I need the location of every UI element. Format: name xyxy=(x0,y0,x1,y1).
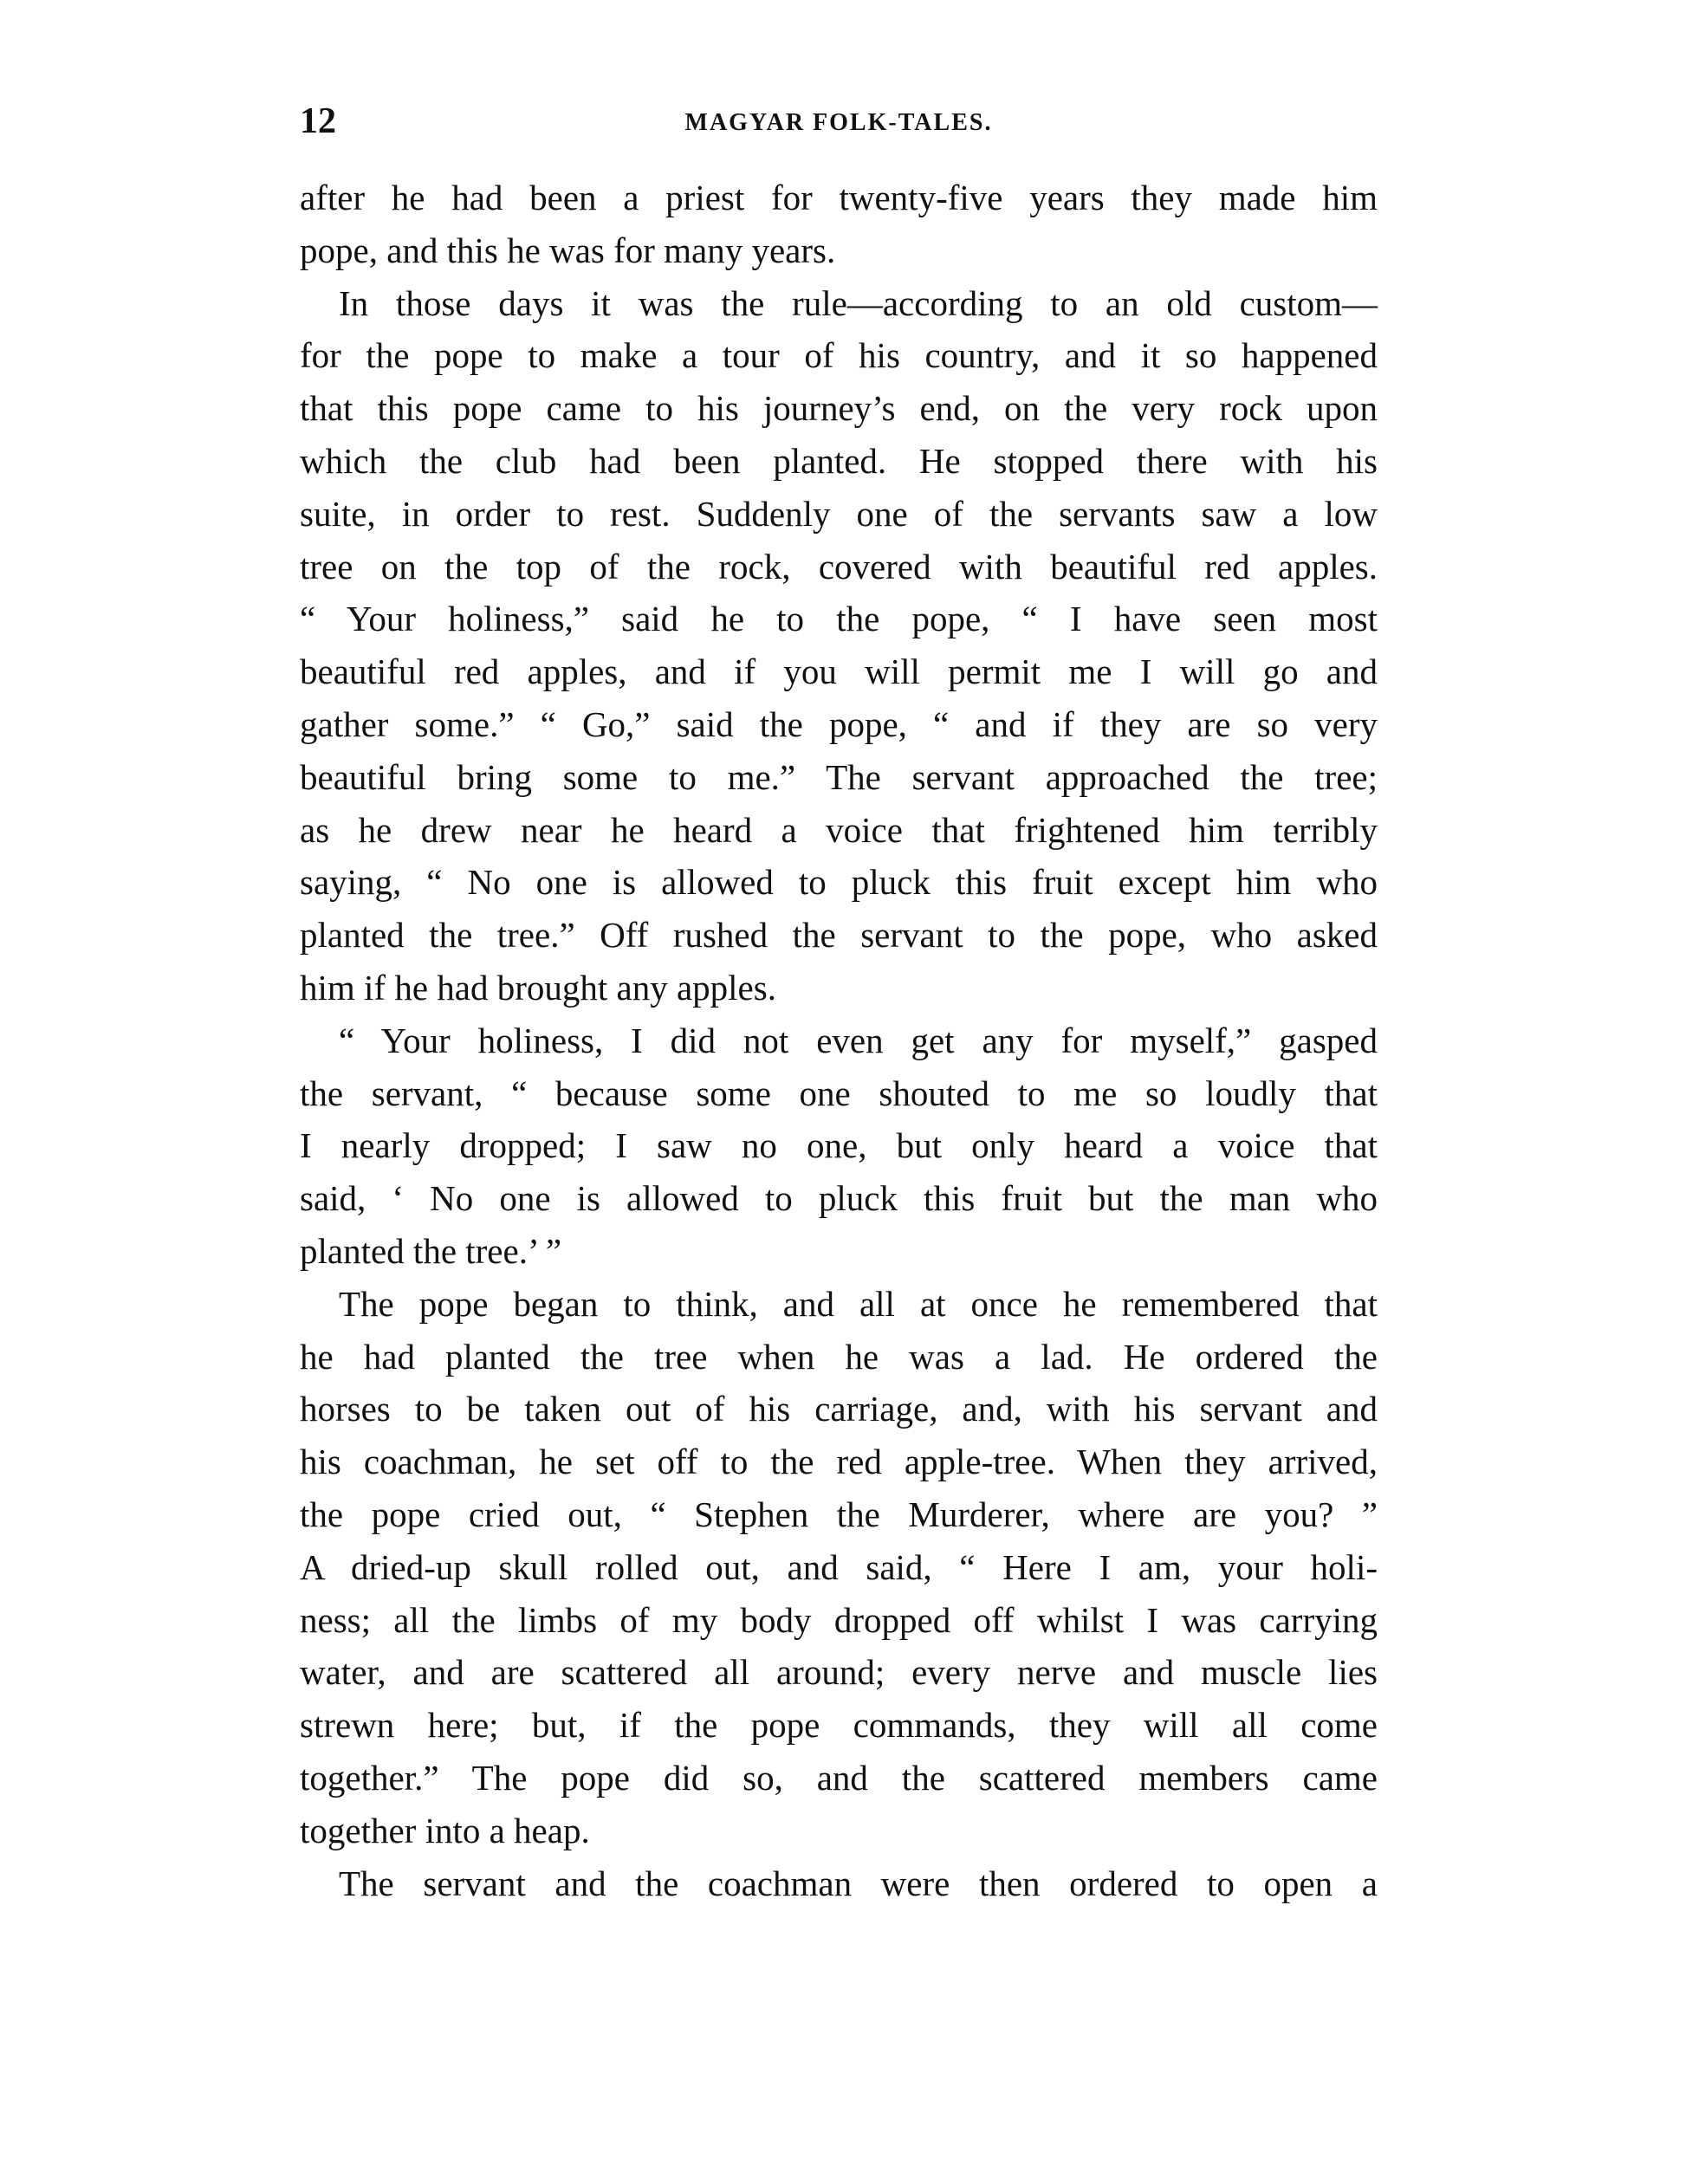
text-line: I nearly dropped; I saw no one, but only heard a voice that xyxy=(300,1125,1378,1166)
text-line: said, ‘ No one is allowed to pluck this fruit but the man who xyxy=(300,1178,1378,1219)
text-line: saying, “ No one is allowed to pluck this fruit except him who xyxy=(300,862,1378,903)
text-line: which the club had been planted. He stopped there with his xyxy=(300,440,1378,481)
text-line: beautiful red apples, and if you will permit me I will go and xyxy=(300,651,1378,692)
text-line: planted the tree.’ ” xyxy=(300,1230,562,1271)
text-line: that this pope came to his journey’s end, on the very rock upon xyxy=(300,388,1378,429)
text-line: his coachman, he set off to the red apple-tree. When they arrived, xyxy=(300,1442,1378,1482)
text-line: after he had been a priest for twenty-five years they made him xyxy=(300,178,1378,217)
text-line: The pope began to think, and all at once he remembered that xyxy=(339,1283,1378,1324)
text-line: A dried-up skull rolled out, and said, “ Here I am, your holi- xyxy=(300,1546,1378,1587)
text-line: the pope cried out, “ Stephen the Murderer, where are you? ” xyxy=(300,1494,1378,1534)
text-line: water, and are scattered all around; every nerve and muscle lies xyxy=(300,1652,1378,1693)
text-line: together into a heap. xyxy=(300,1810,590,1850)
text-line: The servant and the coachman were then ordered to open a xyxy=(339,1863,1378,1903)
text-line: “ Your holiness,” said he to the pope, “ I have seen most xyxy=(300,599,1378,639)
text-line: as he drew near he heard a voice that frightened him terribly xyxy=(300,809,1378,850)
text-line: he had planted the tree when he was a lad. He ordered the xyxy=(300,1336,1378,1377)
text-line: horses to be taken out of his carriage, and, with his servant and xyxy=(300,1389,1378,1429)
text-line: suite, in order to rest. Suddenly one of the servants saw a low xyxy=(300,493,1378,534)
page-header xyxy=(300,100,1378,143)
text-line: ness; all the limbs of my body dropped off whilst I was carrying xyxy=(300,1599,1378,1640)
text-line: him if he had brought any apples. xyxy=(300,967,776,1008)
text-line: planted the tree.” Off rushed the servant to the pope, who asked xyxy=(300,915,1378,956)
text-line: gather some.” “ Go,” said the pope, “ and if they are so very xyxy=(300,703,1378,744)
text-line: “ Your holiness, I did not even get any for myself,” gasped xyxy=(339,1020,1378,1060)
text-line: tree on the top of the rock, covered with beautiful red apples. xyxy=(300,546,1378,587)
body-text xyxy=(300,172,1378,1909)
text-line: together.” The pope did so, and the scattered members came xyxy=(300,1757,1378,1798)
text-line: for the pope to make a tour of his country, and it so happened xyxy=(300,335,1378,376)
text-line: beautiful bring some to me.” The servant approached the tree; xyxy=(300,756,1378,797)
running-title: MAGYAR FOLK-TALES. xyxy=(684,109,993,136)
text-line: the servant, “ because some one shouted to me so loudly that xyxy=(300,1073,1378,1113)
text-line: In those days it was the rule—according to an old custom— xyxy=(339,282,1378,323)
text-line: strewn here; but, if the pope commands, they will all come xyxy=(300,1705,1378,1746)
page-number: 12 xyxy=(300,101,336,141)
text-line: pope, and this he was for many years. xyxy=(300,230,836,270)
